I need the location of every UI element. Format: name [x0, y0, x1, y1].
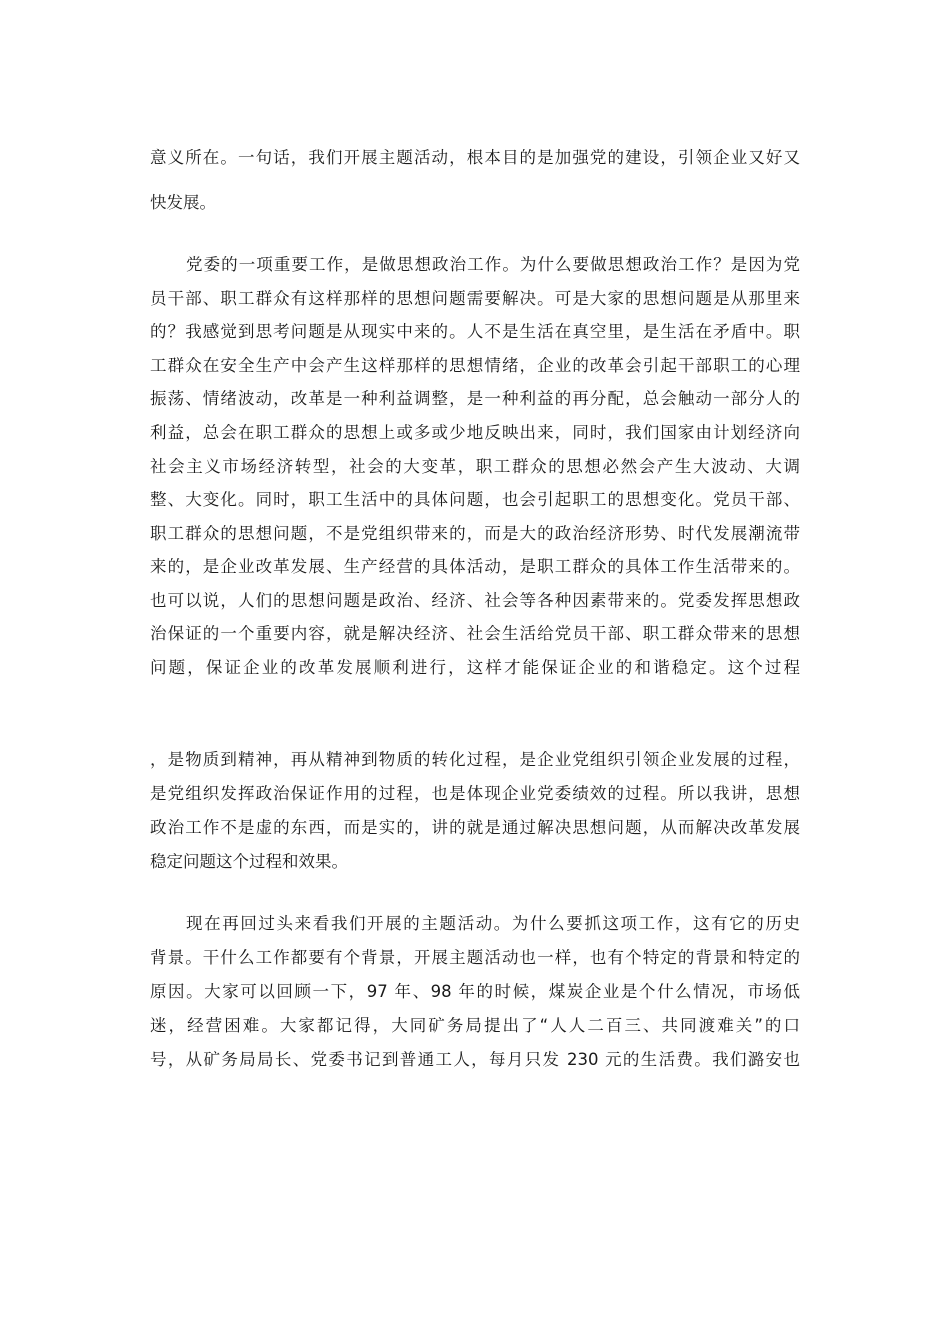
text-line: 整、大变化。同时，职工生活中的具体问题，也会引起职工的思想变化。党员干部、 — [150, 490, 800, 509]
text-line: 党委的一项重要工作，是做思想政治工作。为什么要做思想政治工作？是因为党 — [186, 255, 800, 274]
text-line: 迷，经营困难。大家都记得，大同矿务局提出了“人人二百三、共同渡难关”的口 — [150, 1016, 800, 1035]
text-line: 是党组织发挥政治保证作用的过程，也是体现企业党委绩效的过程。所以我讲，思想 — [150, 784, 800, 803]
text-line: 职工群众的思想问题，不是党组织带来的，而是大的政治经济形势、时代发展潮流带 — [150, 524, 800, 543]
text-line: 现在再回过头来看我们开展的主题活动。为什么要抓这项工作，这有它的历史 — [186, 914, 800, 933]
text-line: 的？我感觉到思考问题是从现实中来的。人不是生活在真空里，是生活在矛盾中。职 — [150, 322, 800, 341]
text-line: 原因。大家可以回顾一下，97 年、98 年的时候，煤炭企业是个什么情况，市场低 — [150, 982, 800, 1001]
text-line: ，是物质到精神，再从精神到物质的转化过程，是企业党组织引领企业发展的过程， — [150, 750, 800, 769]
text-line: 号，从矿务局局长、党委书记到普通工人，每月只发 230 元的生活费。我们潞安也 — [150, 1050, 800, 1069]
text-line: 社会主义市场经济转型，社会的大变革，职工群众的思想必然会产生大波动、大调 — [150, 457, 800, 476]
text-line: 背景。干什么工作都要有个背景，开展主题活动也一样，也有个特定的背景和特定的 — [150, 948, 800, 967]
text-line: 也可以说，人们的思想问题是政治、经济、社会等各种因素带来的。党委发挥思想政 — [150, 591, 800, 610]
text-line: 治保证的一个重要内容，就是解决经济、社会生活给党员干部、职工群众带来的思想 — [150, 624, 800, 643]
text-line: 意义所在。一句话，我们开展主题活动，根本目的是加强党的建设，引领企业又好又 — [150, 148, 800, 167]
text-line: 振荡、情绪波动，改革是一种利益调整，是一种利益的再分配，总会触动一部分人的 — [150, 389, 800, 408]
text-line: 政治工作不是虚的东西，而是实的，讲的就是通过解决思想问题，从而解决改革发展 — [150, 818, 800, 837]
text-line: 员干部、职工群众有这样那样的思想问题需要解决。可是大家的思想问题是从那里来 — [150, 289, 800, 308]
text-line: 稳定问题这个过程和效果。 — [150, 852, 348, 871]
text-line: 利益，总会在职工群众的思想上或多或少地反映出来，同时，我们国家由计划经济向 — [150, 423, 800, 442]
text-line: 工群众在安全生产中会产生这样那样的思想情绪，企业的改革会引起干部职工的心理 — [150, 356, 800, 375]
text-line: 问题，保证企业的改革发展顺利进行，这样才能保证企业的和谐稳定。这个过程 — [150, 658, 800, 677]
text-line: 来的，是企业改革发展、生产经营的具体活动，是职工群众的具体工作生活带来的。 — [150, 557, 800, 576]
text-line: 快发展。 — [150, 193, 216, 212]
